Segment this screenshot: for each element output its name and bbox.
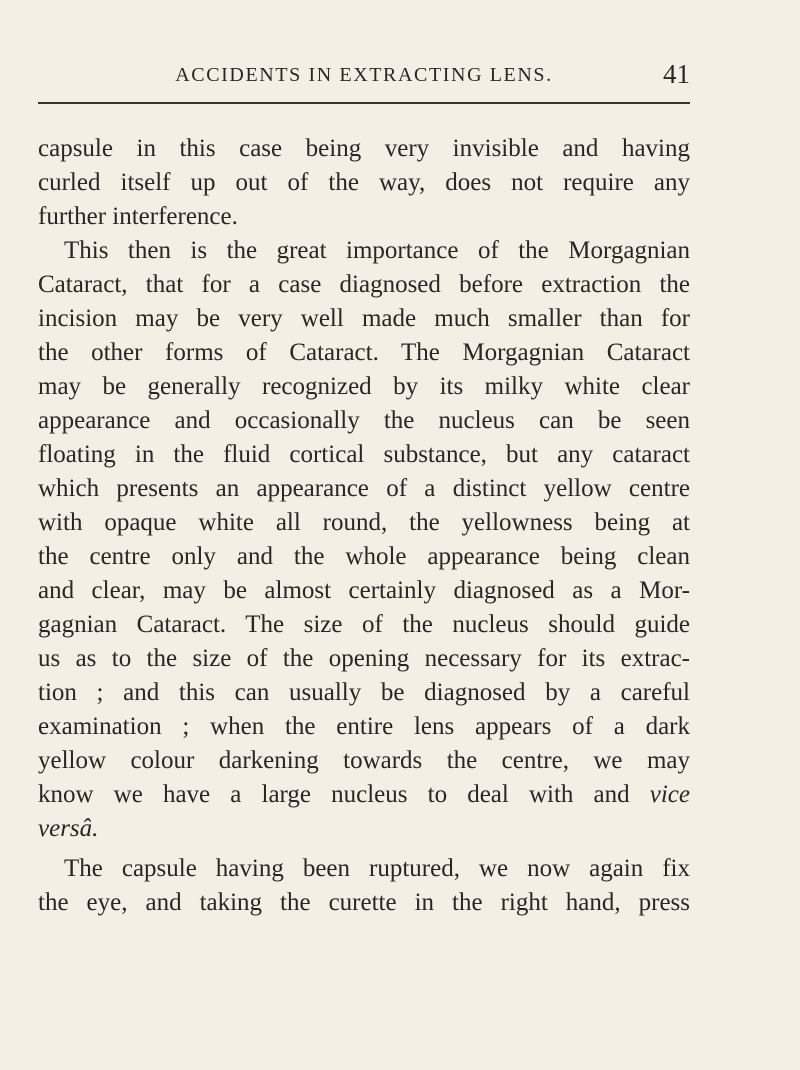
- text-line: tion ; and this can usually be diagnosed by a careful: [38, 679, 690, 706]
- paragraph-2: [38, 234, 690, 846]
- paragraph-1: [38, 132, 690, 234]
- text-line: versâ.: [38, 815, 99, 842]
- text-line: further interference.: [38, 203, 238, 230]
- text-line: with opaque white all round, the yellowness being at: [38, 509, 690, 536]
- text-line: This then is the great importance of the Morgagnian: [64, 237, 690, 264]
- text-line: curled itself up out of the way, does not require any: [38, 169, 690, 196]
- header-rule: [38, 102, 690, 104]
- text-line: capsule in this case being very invisible and having: [38, 135, 690, 162]
- text-line: the centre only and the whole appearance being clean: [38, 543, 690, 570]
- running-head: [38, 60, 690, 94]
- text-line: examination ; when the entire lens appears of a dark: [38, 713, 690, 740]
- page-number: 41: [663, 59, 690, 89]
- body-text: [38, 132, 690, 920]
- text-line: incision may be very well made much smaller than for: [38, 305, 690, 332]
- text-line: and clear, may be almost certainly diagnosed as a Mor-: [38, 577, 690, 604]
- text-line: yellow colour darkening towards the centre, we may: [38, 747, 690, 774]
- text-line: know we have a large nucleus to deal with and vice: [38, 781, 690, 808]
- text-line: gagnian Cataract. The size of the nucleus should guide: [38, 611, 690, 638]
- running-title: ACCIDENTS IN EXTRACTING LENS.: [175, 64, 553, 86]
- text-line: may be generally recognized by its milky white clear: [38, 373, 690, 400]
- text-line: The capsule having been ruptured, we now again fix: [64, 855, 690, 882]
- italic-word: vice: [649, 781, 690, 808]
- text-line: which presents an appearance of a distinct yellow centre: [38, 475, 690, 502]
- text-line: the other forms of Cataract. The Morgagnian Cataract: [38, 339, 690, 366]
- text-line: the eye, and taking the curette in the right hand, press: [38, 889, 690, 916]
- text-line: us as to the size of the opening necessary for its extrac-: [38, 645, 690, 672]
- text-line: appearance and occasionally the nucleus can be seen: [38, 407, 690, 434]
- text-line: Cataract, that for a case diagnosed before extraction the: [38, 271, 690, 298]
- text-line: floating in the fluid cortical substance, but any cataract: [38, 441, 690, 468]
- paragraph-3: [38, 852, 690, 920]
